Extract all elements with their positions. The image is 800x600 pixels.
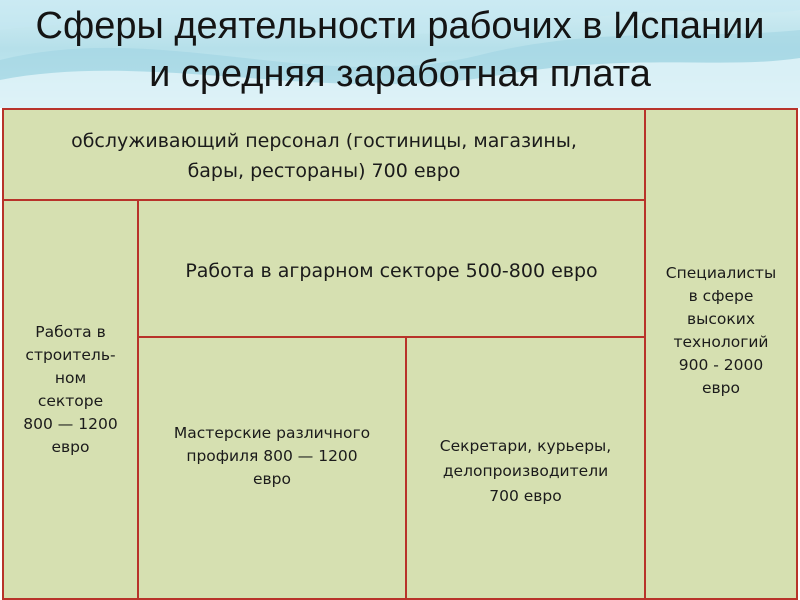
hightech-line: евро <box>702 379 740 397</box>
secretaries-line: 700 евро <box>489 487 562 505</box>
construction-line: ном <box>54 369 87 387</box>
hightech-line: в сфере <box>688 287 754 305</box>
construction-line: 800 — 1200 <box>23 415 118 433</box>
construction-line: секторе <box>37 392 104 410</box>
workshops-line: евро <box>253 470 291 488</box>
construction-line: Работа в <box>35 323 106 341</box>
cell-service-staff <box>2 108 646 201</box>
title-banner <box>0 0 800 108</box>
hightech-line: технологий <box>673 333 769 351</box>
cell-construction <box>2 199 139 600</box>
hightech-line: высоких <box>687 310 755 328</box>
construction-line: евро <box>51 438 90 456</box>
title-line-2: и средняя заработная плата <box>149 53 651 95</box>
cell-agriculture <box>137 199 646 338</box>
service-line-2: бары, рестораны) 700 евро <box>187 160 461 182</box>
title-line-1: Сферы деятельности рабочих в Испании <box>35 5 765 47</box>
cell-secretaries <box>405 336 646 600</box>
construction-line: строитель- <box>25 346 116 364</box>
cell-high-tech <box>644 108 798 600</box>
secretaries-line: делопроизводители <box>442 462 609 480</box>
cell-workshops <box>137 336 407 600</box>
service-line-1: обслуживающий персонал (гостиницы, магазины, <box>71 130 577 152</box>
hightech-line: 900 - 2000 <box>678 356 764 374</box>
secretaries-line: Секретари, курьеры, <box>439 437 612 455</box>
workshops-line: профиля 800 — 1200 <box>186 447 358 465</box>
agro-line: Работа в аграрном секторе 500-800 евро <box>185 260 598 282</box>
workshops-line: Мастерские различного <box>173 424 371 442</box>
hightech-line: Специалисты <box>665 264 777 282</box>
page-title <box>0 2 800 98</box>
